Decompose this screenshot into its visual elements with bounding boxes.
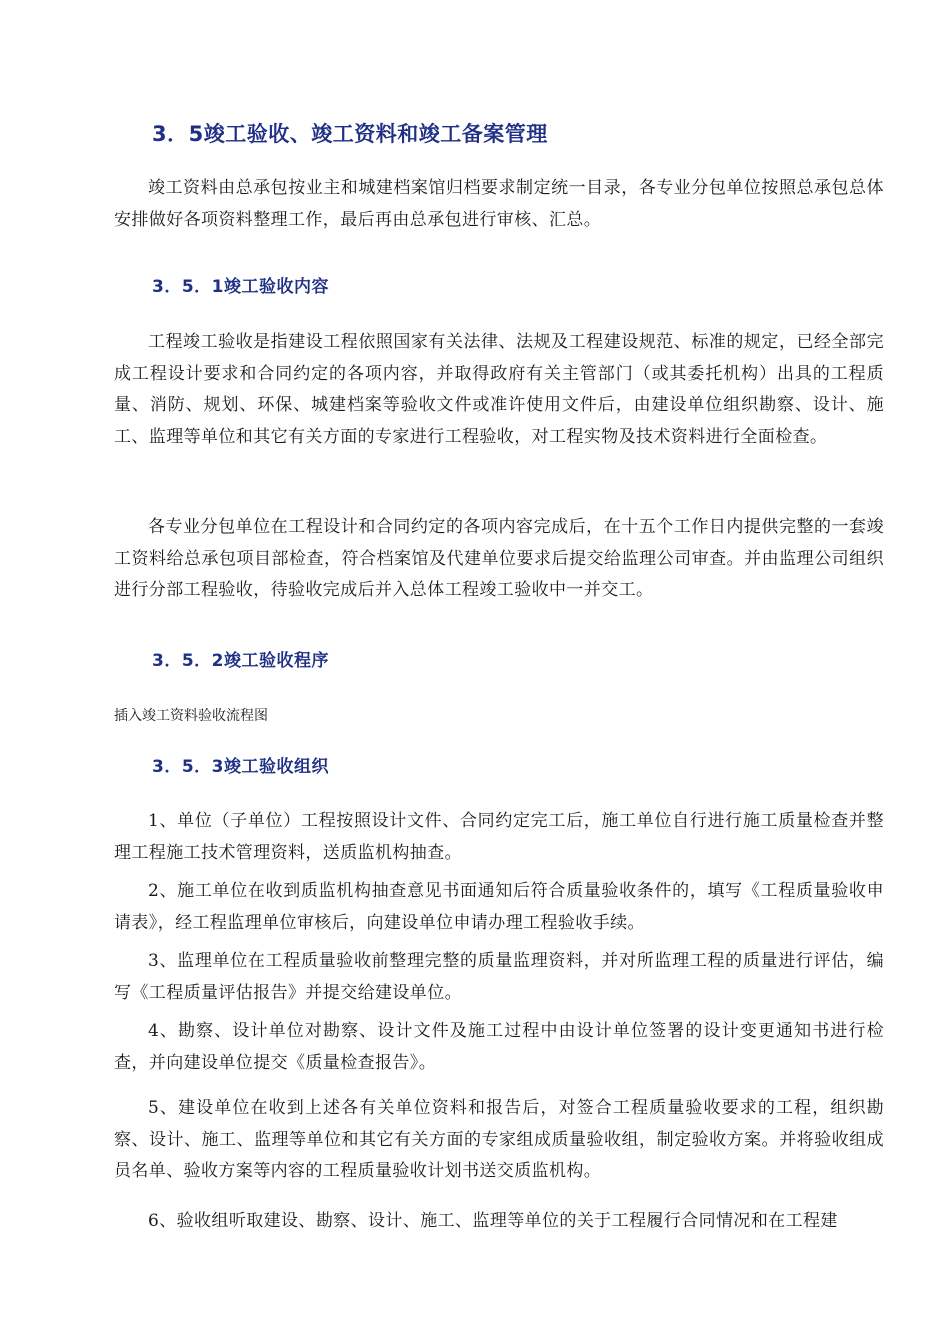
content-paragraph-1: 工程竣工验收是指建设工程依照国家有关法律、法规及工程建设规范、标准的规定，已经全部完成工程设计要求和合同约定的各项内容，并取得政府有关主管部门（或其委托机构）出具的工程质量、消防、规划、环保、城建档案等验收文件或准许使用文件后，由建设单位组织勘察、设计、施工、监理等单位和其它有关方面的专家进行工程验收，对工程实物及技术资料进行全面检查。 (114, 332, 884, 447)
organization-item-2: 2、施工单位在收到质监机构抽查意见书面通知后符合质量验收条件的，填写《工程质量验收申请表》，经工程监理单位审核后，向建设单位申请办理工程验收手续。 (114, 881, 884, 933)
organization-item-4: 4、勘察、设计单位对勘察、设计文件及施工过程中由设计单位签署的设计变更通知书进行检查，并向建设单位提交《质量检查报告》。 (114, 1021, 884, 1073)
subsection-heading-procedure: 3．5．2竣工验收程序 (152, 651, 329, 671)
organization-item-6: 6、验收组听取建设、勘察、设计、施工、监理等单位的关于工程履行合同情况和在工程建 (148, 1211, 838, 1231)
subsection-heading-content: 3．5．1竣工验收内容 (152, 277, 329, 297)
organization-item-1: 1、单位（子单位）工程按照设计文件、合同约定完工后，施工单位自行进行施工质量检查并整理工程施工技术管理资料，送质监机构抽查。 (114, 811, 884, 863)
section-intro-paragraph: 竣工资料由总承包按业主和城建档案馆归档要求制定统一目录，各专业分包单位按照总承包总体安排做好各项资料整理工作，最后再由总承包进行审核、汇总。 (114, 178, 884, 230)
subsection-heading-organization: 3．5．3竣工验收组织 (152, 757, 329, 777)
section-heading: 3．5竣工验收、竣工资料和竣工备案管理 (152, 122, 548, 146)
flowchart-placeholder-note: 插入竣工资料验收流程图 (114, 708, 268, 724)
organization-item-3: 3、监理单位在工程质量验收前整理完整的质量监理资料，并对所监理工程的质量进行评估，编写《工程质量评估报告》并提交给建设单位。 (114, 951, 884, 1003)
organization-item-5: 5、建设单位在收到上述各有关单位资料和报告后，对签合工程质量验收要求的工程，组织勘察、设计、施工、监理等单位和其它有关方面的专家组成质量验收组，制定验收方案。并将验收组成员名单、验收方案等内容的工程质量验收计划书送交质监机构。 (114, 1098, 884, 1181)
content-paragraph-2: 各专业分包单位在工程设计和合同约定的各项内容完成后，在十五个工作日内提供完整的一套竣工资料给总承包项目部检查，符合档案馆及代建单位要求后提交给监理公司审查。并由监理公司组织进行分部工程验收，待验收完成后并入总体工程竣工验收中一并交工。 (114, 517, 884, 600)
